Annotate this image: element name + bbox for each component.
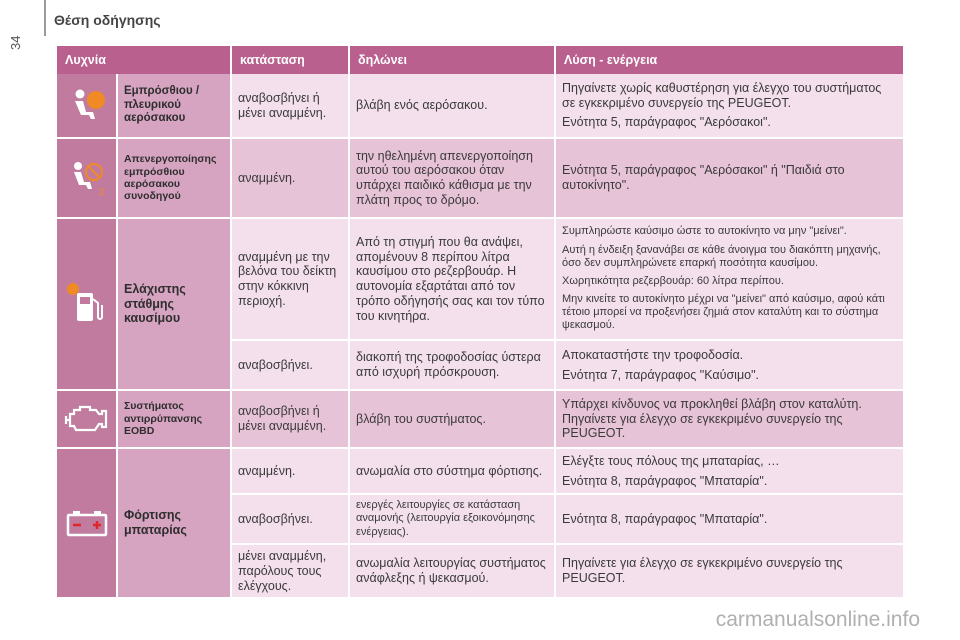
light-solution: Αποκαταστήστε την τροφοδοσία. Ενότητα 7, παράγραφος "Καύσιμο". xyxy=(555,340,903,390)
light-state: αναμμένη. xyxy=(231,138,349,218)
col-header-declares: δηλώνει xyxy=(349,46,555,74)
light-solution: Ελέγξτε τους πόλους της μπαταρίας, … Ενότητα 8, παράγραφος "Μπαταρία". xyxy=(555,448,903,494)
light-declares: ανωμαλία λειτουργίας συστήματος ανάφλεξης ή ψεκασμού. xyxy=(349,544,555,598)
light-name: Συστήματος αντιρρύπανσης EOBD xyxy=(117,390,231,448)
light-solution: Ενότητα 8, παράγραφος "Μπαταρία". xyxy=(555,494,903,544)
light-declares: ανωμαλία στο σύστημα φόρτισης. xyxy=(349,448,555,494)
warning-lights-table xyxy=(57,46,903,599)
light-declares: διακοπή της τροφοδοσίας ύστερα από ισχυρή πρόσκρουση. xyxy=(349,340,555,390)
light-state: αναβοσβήνει ή μένει αναμμένη. xyxy=(231,74,349,138)
watermark: carmanualsonline.info xyxy=(715,608,920,631)
light-declares: βλάβη ενός αερόσακου. xyxy=(349,74,555,138)
table-row xyxy=(57,138,903,218)
table-row xyxy=(57,448,903,494)
col-header-state: κατάσταση xyxy=(231,46,349,74)
header-divider xyxy=(44,0,46,36)
light-solution: Υπάρχει κίνδυνος να προκληθεί βλάβη στον καταλύτη. Πηγαίνετε για έλεγχο σε εγκεκριμένο συνεργείο της PEUGEOT. xyxy=(555,390,903,448)
light-solution: Ενότητα 5, παράγραφος "Αερόσακοι" ή "Παιδιά στο αυτοκίνητο". xyxy=(555,138,903,218)
light-state: αναβοσβήνει. xyxy=(231,340,349,390)
table-row xyxy=(57,74,903,138)
battery-icon xyxy=(57,448,117,598)
light-solution: Πηγαίνετε για έλεγχο σε εγκεκριμένο συνεργείο της PEUGEOT. xyxy=(555,544,903,598)
light-declares: Από τη στιγμή που θα ανάψει, απομένουν 8 περίπου λίτρα καυσίμου στο ρεζερβουάρ. Η αυτονομία εξαρτάται από τον τρόπο οδήγησής σας και τον τύπο του κινητήρα. xyxy=(349,218,555,340)
svg-text:2: 2 xyxy=(98,187,105,198)
light-state: μένει αναμμένη, παρόλους τους ελέγχους. xyxy=(231,544,349,598)
light-declares: την ηθελημένη απενεργοποίηση αυτού του αερόσακου όταν υπάρχει παιδικό κάθισμα με την πλάτη προς το δρόμο. xyxy=(349,138,555,218)
table-row xyxy=(57,218,903,340)
section-title: Θέση οδήγησης xyxy=(54,12,161,28)
light-state: αναμμένη. xyxy=(231,448,349,494)
light-name: Εμπρόσθιου / πλευρικού αερόσακου xyxy=(117,74,231,138)
page-number: 34 xyxy=(8,35,23,50)
airbag-warning-icon xyxy=(57,74,117,138)
light-name: Φόρτισης μπαταρίας xyxy=(117,448,231,598)
light-declares: βλάβη του συστήματος. xyxy=(349,390,555,448)
light-name: Απενεργοποίησης εμπρόσθιου αερόσακου συνοδηγού xyxy=(117,138,231,218)
fuel-pump-icon xyxy=(57,218,117,390)
light-state: αναμμένη με την βελόνα του δείκτη στην κόκκινη περιοχή. xyxy=(231,218,349,340)
light-name: Ελάχιστης στάθμης καυσίμου xyxy=(117,218,231,390)
table-row xyxy=(57,390,903,448)
engine-check-icon xyxy=(57,390,117,448)
col-header-solution: Λύση - ενέργεια xyxy=(555,46,903,74)
passenger-airbag-off-icon xyxy=(57,138,117,218)
light-state: αναβοσβήνει ή μένει αναμμένη. xyxy=(231,390,349,448)
light-declares: ενεργές λειτουργίες σε κατάσταση αναμονής (λειτουργία εξοικονόμησης ενέργειας). xyxy=(349,494,555,544)
light-solution: Συμπληρώστε καύσιμο ώστε το αυτοκίνητο να μην "μείνει". Αυτή η ένδειξη ξανανάβει σε κάθε άνοιγμα του διακόπτη μηχανής, όσο δεν συμπληρώνετε επαρκή ποσότητα καυσίμου. Χωρητικότητα ρεζερβουάρ: 60 λίτρα περίπου. Μην κινείτε το αυτοκίνητο μέχρι να "μείνει" από καύσιμο, αφού κάτι τέτοιο μπορεί να προξενήσει ζημιά στον καταλύτη και το σύστημα ψεκασμού. xyxy=(555,218,903,340)
table-header-row xyxy=(57,46,903,74)
col-header-light: Λυχνία xyxy=(57,46,231,74)
light-state: αναβοσβήνει. xyxy=(231,494,349,544)
light-solution: Πηγαίνετε χωρίς καθυστέρηση για έλεγχο του συστήματος σε εγκεκριμένο συνεργείο της PEUGEOT. Ενότητα 5, παράγραφος "Αερόσακοι". xyxy=(555,74,903,138)
